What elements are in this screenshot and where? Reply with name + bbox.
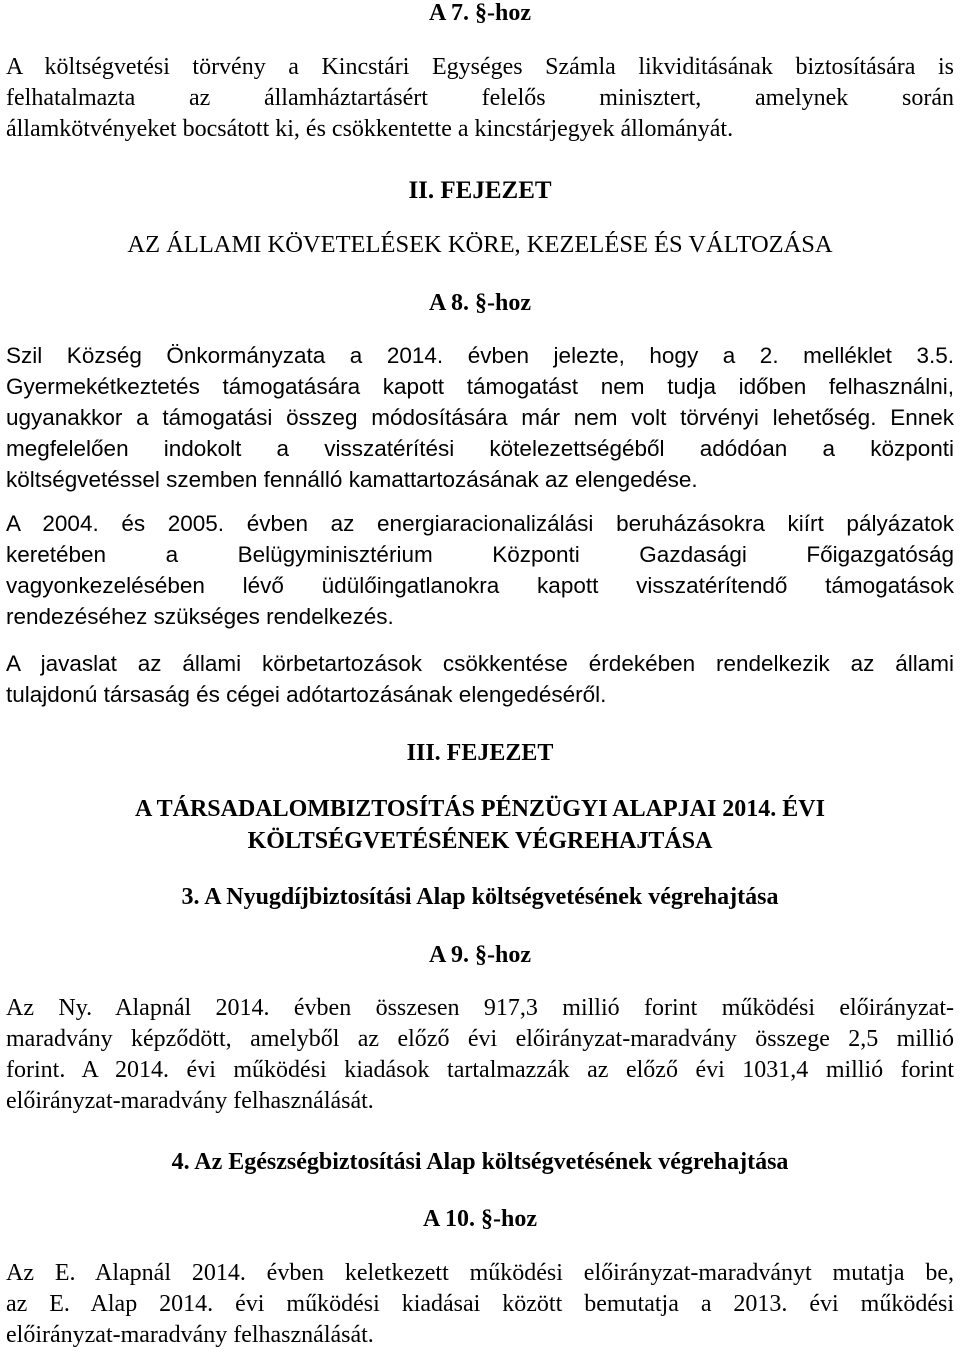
text-line: vagyonkezelésében lévő üdülőingatlanokra kapott visszatérítendő támogatások: [6, 573, 954, 598]
subsection-3-heading: 3. A Nyugdíjbiztosítási Alap költségvetésének végrehajtása: [181, 884, 779, 910]
text-line: A javaslat az állami körbetartozások csökkentése érdekében rendelkezik az állami: [6, 651, 954, 676]
text-line: forint. A 2014. évi működési kiadások tartalmazzák az előző évi 1031,4 millió forint: [6, 1057, 954, 1083]
text-line: maradvány képződött, amelyből az előző évi előirányzat-maradvány összege 2,5 millió: [6, 1026, 954, 1052]
chapter-3-heading: III. FEJEZET: [406, 740, 554, 766]
text-line: Az Ny. Alapnál 2014. évben összesen 917,3 millió forint működési előirányzat-: [6, 995, 954, 1021]
text-line: A 2004. és 2005. évben az energiaracionalizálási beruházásokra kiírt pályázatok: [6, 511, 954, 536]
text-line: költségvetéssel szemben fennálló kamattartozásának az elengedése.: [6, 467, 698, 492]
text-line: államkötvényeket bocsátott ki, és csökkentette a kincstárjegyek állományát.: [6, 116, 734, 142]
text-line: felhatalmazta az államháztartásért felelős minisztert, amelynek során: [6, 85, 954, 111]
text-line: Gyermekétkeztetés támogatására kapott támogatást nem tudja időben felhasználni,: [6, 374, 954, 399]
paragraph-a8-2: [6, 508, 954, 632]
section-heading-a8: A 8. §-hoz: [429, 290, 531, 316]
text-line: ugyanakkor a támogatási összeg módosítására már nem volt törvényi lehetőség. Ennek: [6, 405, 954, 430]
paragraph-a7: [6, 52, 954, 145]
section-heading-a7: A 7. §-hoz: [429, 0, 531, 26]
paragraph-a8-1: [6, 340, 954, 495]
paragraph-a8-3: [6, 648, 954, 710]
section-heading-a9: A 9. §-hoz: [429, 942, 531, 968]
chapter-3-subtitle-line-2: KÖLTSÉGVETÉSÉNEK VÉGREHAJTÁSA: [247, 828, 713, 854]
chapter-2-heading: II. FEJEZET: [408, 177, 552, 204]
text-line: A költségvetési törvény a Kincstári Egységes Számla likviditásának biztosítására is: [6, 54, 954, 80]
text-line: Az E. Alapnál 2014. évben keletkezett működési előirányzat-maradványt mutatja be,: [6, 1260, 954, 1286]
chapter-3-subtitle-line-1: A TÁRSADALOMBIZTOSÍTÁS PÉNZÜGYI ALAPJAI 2014. ÉVI: [135, 796, 825, 822]
text-line: keretében a Belügyminisztérium Központi Gazdasági Főigazgatóság: [6, 542, 954, 567]
section-heading-a10: A 10. §-hoz: [423, 1206, 537, 1232]
chapter-3-subtitle: [6, 793, 954, 857]
text-line: előirányzat-maradvány felhasználását.: [6, 1322, 374, 1348]
text-line: előirányzat-maradvány felhasználását.: [6, 1088, 374, 1114]
paragraph-a9: [6, 993, 954, 1117]
text-line: Szil Község Önkormányzata a 2014. évben jelezte, hogy a 2. melléklet 3.5.: [6, 343, 954, 368]
text-line: az E. Alap 2014. évi működési kiadásai között bemutatja a 2013. évi működési: [6, 1291, 954, 1317]
text-line: megfelelően indokolt a visszatérítési kötelezettségéből adódóan a központi: [6, 436, 954, 461]
text-line: tulajdonú társaság és cégei adótartozásának elengedéséről.: [6, 682, 607, 707]
subsection-4-heading: 4. Az Egészségbiztosítási Alap költségvetésének végrehajtása: [171, 1149, 789, 1175]
chapter-2-subtitle: AZ ÁLLAMI KÖVETELÉSEK KÖRE, KEZELÉSE ÉS VÁLTOZÁSA: [127, 231, 833, 258]
paragraph-a10: [6, 1258, 954, 1351]
text-line: rendezéséhez szükséges rendelkezés.: [6, 604, 394, 629]
